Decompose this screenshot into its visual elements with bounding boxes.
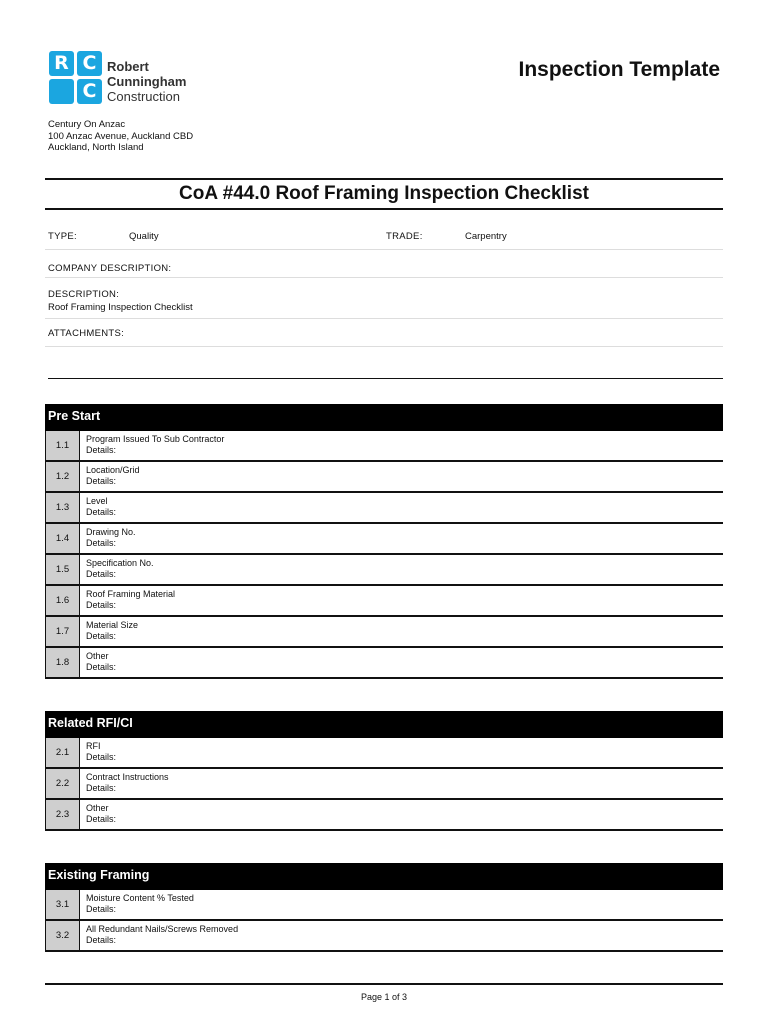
item-number: 2.2	[45, 769, 80, 798]
item-number: 1.2	[45, 462, 80, 491]
type-label: TYPE:	[48, 231, 77, 242]
section-related-rfi-ci	[45, 711, 723, 831]
item-details: Details:	[86, 445, 117, 455]
checklist-item	[45, 890, 723, 921]
footer-rule	[45, 983, 723, 985]
item-number: 1.8	[45, 648, 80, 677]
item-number: 2.1	[45, 738, 80, 767]
checklist-item	[45, 524, 723, 555]
item-number: 1.4	[45, 524, 80, 553]
item-label: Contract Instructions	[86, 772, 169, 782]
item-number: 1.6	[45, 586, 80, 615]
section-divider	[48, 378, 723, 379]
section-header: Pre Start	[45, 404, 723, 431]
section-header: Related RFI/CI	[45, 711, 723, 738]
section-existing-framing	[45, 863, 723, 952]
logo-tile-c-lower: C	[77, 79, 102, 104]
section-header: Existing Framing	[45, 863, 723, 890]
item-details: Details:	[86, 631, 117, 641]
page-number: Page 1 of 3	[360, 992, 408, 1002]
logo-line-2: Cunningham	[107, 74, 187, 89]
company-description-label: COMPANY DESCRIPTION:	[48, 263, 172, 274]
type-value: Quality	[129, 231, 159, 242]
logo-tile-r: R	[49, 51, 74, 76]
item-details: Details:	[86, 476, 117, 486]
item-details: Details:	[86, 569, 117, 579]
metadata-block	[45, 222, 723, 347]
item-details: Details:	[86, 752, 117, 762]
address-line-2: 100 Anzac Avenue, Auckland CBD	[48, 130, 194, 142]
attachments-label: ATTACHMENTS:	[48, 328, 125, 339]
item-label: Location/Grid	[86, 465, 140, 475]
checklist-item	[45, 493, 723, 524]
item-details: Details:	[86, 935, 117, 945]
checklist-item	[45, 769, 723, 800]
checklist-item	[45, 617, 723, 648]
logo-wordmark	[107, 59, 186, 104]
item-details: Details:	[86, 904, 117, 914]
description-label: DESCRIPTION:	[48, 289, 120, 300]
checklist-item	[45, 648, 723, 679]
checklist-item	[45, 462, 723, 493]
item-label: RFI	[86, 741, 101, 751]
item-label: Program Issued To Sub Contractor	[86, 434, 225, 444]
item-number: 2.3	[45, 800, 80, 829]
logo-tile-c: C	[77, 51, 102, 76]
item-label: Material Size	[86, 620, 139, 630]
item-details: Details:	[86, 600, 117, 610]
description-value: Roof Framing Inspection Checklist	[48, 302, 193, 313]
address-line-3: Auckland, North Island	[48, 142, 144, 153]
item-number: 1.3	[45, 493, 80, 522]
item-details: Details:	[86, 662, 117, 672]
checklist-item	[45, 800, 723, 831]
item-number: 3.2	[45, 921, 80, 950]
logo-line-3: Construction	[107, 89, 180, 104]
logo-tile-blank	[49, 79, 74, 104]
item-label: Other	[86, 803, 109, 813]
item-label: Roof Framing Material	[86, 589, 176, 599]
item-details: Details:	[86, 507, 117, 517]
item-number: 1.5	[45, 555, 80, 584]
item-number: 3.1	[45, 890, 80, 919]
attachments-row	[45, 319, 723, 347]
checklist-item	[45, 555, 723, 586]
logo-line-1: Robert	[107, 59, 149, 74]
checklist-title: CoA #44.0 Roof Framing Inspection Checklist	[179, 183, 589, 204]
type-trade-row	[45, 222, 723, 250]
item-label: Other	[86, 651, 109, 661]
item-number: 1.7	[45, 617, 80, 646]
document-type-heading: Inspection Template	[518, 58, 720, 81]
checklist-title-bar	[45, 178, 723, 210]
trade-value: Carpentry	[465, 231, 507, 242]
checklist-item	[45, 431, 723, 462]
address-line-1: Century On Anzac	[48, 119, 126, 130]
item-number: 1.1	[45, 431, 80, 460]
item-label: Specification No.	[86, 558, 154, 568]
checklist-item	[45, 921, 723, 952]
section-pre-start	[45, 404, 723, 679]
item-label: Drawing No.	[86, 527, 136, 537]
item-details: Details:	[86, 814, 117, 824]
item-details: Details:	[86, 783, 117, 793]
trade-label: TRADE:	[386, 231, 423, 242]
logo-tiles	[49, 51, 103, 105]
item-label: Moisture Content % Tested	[86, 893, 194, 903]
description-row	[45, 278, 723, 319]
item-label: All Redundant Nails/Screws Removed	[86, 924, 239, 934]
company-description-row	[45, 250, 723, 278]
item-details: Details:	[86, 538, 117, 548]
checklist-item	[45, 586, 723, 617]
company-address	[48, 119, 193, 154]
checklist-item	[45, 738, 723, 769]
company-logo	[49, 51, 199, 107]
item-label: Level	[86, 496, 108, 506]
